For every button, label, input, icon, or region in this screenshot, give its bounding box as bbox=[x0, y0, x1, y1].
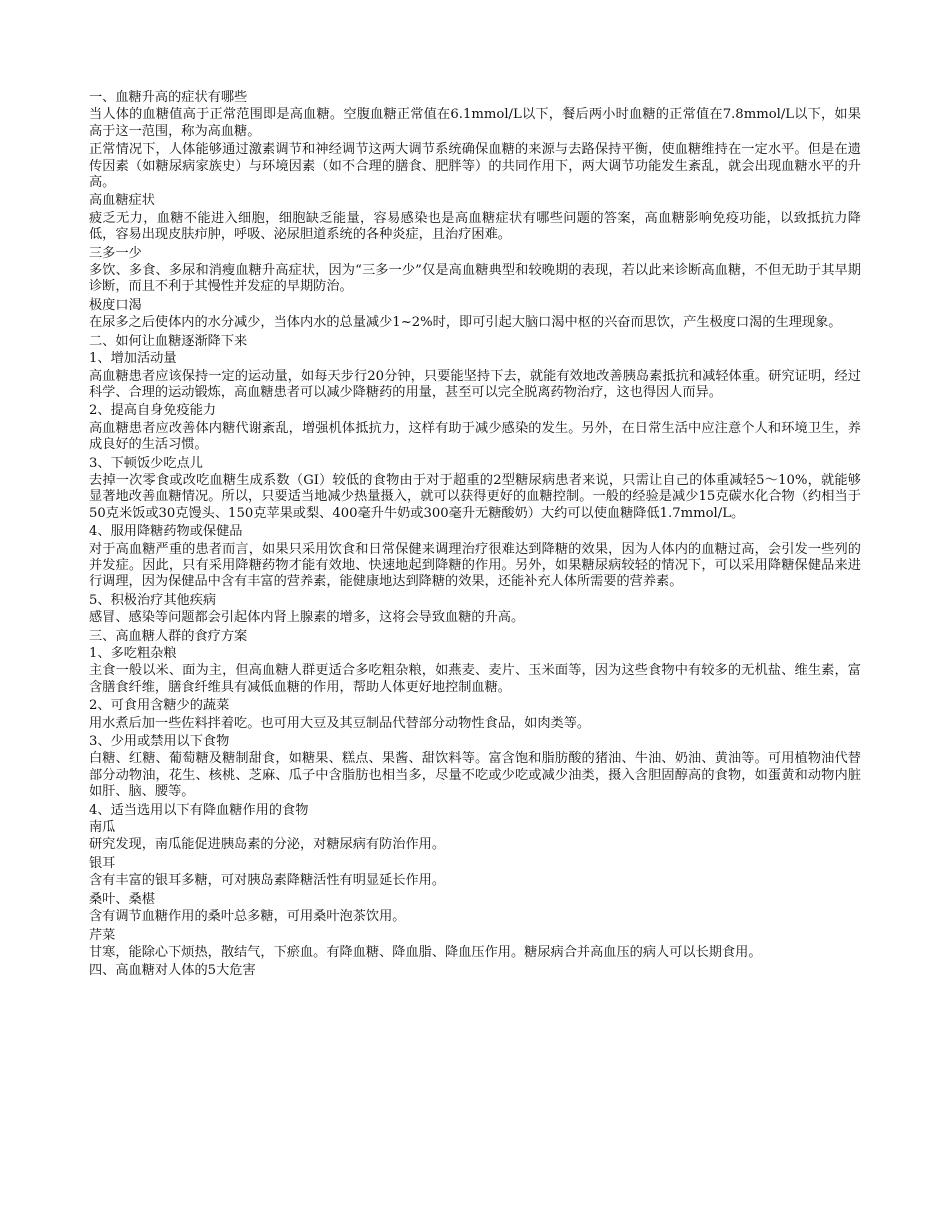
body-paragraph: 高血糖患者应该保持一定的运动量，如每天步行20分钟，只要能坚持下去，就能有效地改善胰岛素抵抗和减轻体重。研究证明，经过科学、合理的运动锻炼，高血糖患者可以减少降糖药的用量，甚至可以完全脱离药物治疗，这也得因人而异。 bbox=[89, 368, 861, 400]
body-paragraph: 研究发现，南瓜能促进胰岛素的分泌，对糖尿病有防治作用。 bbox=[89, 837, 446, 853]
section-heading-4: 四、高血糖对人体的5大危害 bbox=[89, 963, 256, 979]
subheading: 5、积极治疗其他疾病 bbox=[89, 592, 217, 608]
subheading: 2、可食用含糖少的蔬菜 bbox=[89, 698, 230, 714]
subheading: 三多一少 bbox=[89, 245, 142, 261]
body-paragraph: 去掉一次零食或改吃血糖生成系数（GI）较低的食物由于对于超重的2型糖尿病患者来说，只需让自己的体重减轻5～10%，就能够显著地改善血糖情况。所以，只要适当地减少热量摄入，就可以获得更好的血糖控制。一般的经验是减少15克碳水化合物（约相当于50克米饭或30克馒头、150克苹果或梨、400毫升牛奶或300毫升无糖酸奶）大约可以使血糖降低1.7mmol/L。 bbox=[89, 472, 861, 521]
section-heading-3: 三、高血糖人群的食疗方案 bbox=[89, 628, 248, 644]
body-paragraph: 正常情况下，人体能够通过激素调节和神经调节这两大调节系统确保血糖的来源与去路保持平衡，使血糖维持在一定水平。但是在遗传因素（如糖尿病家族史）与环境因素（如不合理的膳食、肥胖等）的共同作用下，两大调节功能发生紊乱，就会出现血糖水平的升高。 bbox=[89, 142, 861, 191]
subheading: 3、少用或禁用以下食物 bbox=[89, 734, 230, 750]
subheading: 3、下顿饭少吃点儿 bbox=[89, 455, 203, 471]
food-name: 芹菜 bbox=[89, 927, 116, 943]
body-paragraph: 白糖、红糖、葡萄糖及糖制甜食，如糖果、糕点、果酱、甜饮料等。富含饱和脂肪酸的猪油、牛油、奶油、黄油等。可用植物油代替部分动物油，花生、核桃、芝麻、瓜子中含脂肪也相当多，尽量不吃或少吃或减少油类，摄入含胆固醇高的食物，如蛋黄和动物内脏如肝、脑、腰等。 bbox=[89, 751, 861, 800]
body-paragraph: 甘寒，能除心下烦热，散结气，下瘀血。有降血糖、降血脂、降血压作用。糖尿病合并高血压的病人可以长期食用。 bbox=[89, 944, 762, 960]
body-paragraph: 在尿多之后使体内的水分减少，当体内水的总量减少1~2%时，即可引起大脑口渴中枢的兴奋而思饮，产生极度口渴的生理现象。 bbox=[89, 315, 842, 331]
body-paragraph: 含有丰富的银耳多糖，可对胰岛素降糖活性有明显延长作用。 bbox=[89, 873, 446, 889]
section-heading-2: 二、如何让血糖逐渐降下来 bbox=[89, 333, 248, 349]
document-body bbox=[89, 90, 861, 981]
body-paragraph: 高血糖患者应改善体内糖代谢紊乱，增强机体抵抗力，这样有助于减少感染的发生。另外，在日常生活中应注意个人和环境卫生，养成良好的生活习惯。 bbox=[89, 420, 861, 453]
food-name: 银耳 bbox=[89, 855, 116, 871]
subheading: 4、适当选用以下有降血糖作用的食物 bbox=[89, 802, 309, 818]
subheading: 1、多吃粗杂粮 bbox=[89, 646, 177, 661]
body-paragraph: 对于高血糖严重的患者而言，如果只采用饮食和日常保健来调理治疗很难达到降糖的效果，因为人体内的血糖过高，会引发一些列的并发症。因此，只有采用降糖药物才能有效地、快速地起到降糖的作用。另外，如果糖尿病较轻的情况下，可以采用降糖保健品来进行调理，因为保健品中含有丰富的营养素，能健康地达到降糖的效果，还能补充人体所需要的营养素。 bbox=[89, 541, 861, 590]
section-heading-1: 一、血糖升高的症状有哪些 bbox=[89, 90, 248, 105]
food-name: 南瓜 bbox=[89, 820, 116, 836]
subheading: 极度口渴 bbox=[89, 297, 142, 313]
body-paragraph: 含有调节血糖作用的桑叶总多糖，可用桑叶泡茶饮用。 bbox=[89, 909, 406, 925]
subheading: 1、增加活动量 bbox=[89, 351, 177, 367]
body-paragraph: 感冒、感染等问题都会引起体内肾上腺素的增多，这将会导致血糖的升高。 bbox=[89, 610, 525, 626]
subheading: 4、服用降糖药物或保健品 bbox=[89, 524, 243, 540]
subheading: 高血糖症状 bbox=[89, 193, 155, 209]
body-paragraph: 疲乏无力，血糖不能进入细胞，细胞缺乏能量，容易感染也是高血糖症状有哪些问题的答案，高血糖影响免疫功能，以致抵抗力降低，容易出现皮肤疖肿，呼吸、泌尿胆道系统的各种炎症，且治疗困难。 bbox=[89, 210, 861, 243]
food-name: 桑叶、桑椹 bbox=[89, 891, 155, 907]
body-paragraph: 多饮、多食、多尿和消瘦血糖升高症状，因为“三多一少”仅是高血糖典型和较晚期的表现，若以此来诊断高血糖，不但无助于其早期诊断，而且不利于其慢性并发症的早期防治。 bbox=[89, 263, 861, 295]
body-paragraph: 主食一般以米、面为主，但高血糖人群更适合多吃粗杂粮，如燕麦、麦片、玉米面等，因为这些食物中有较多的无机盐、维生素，富含膳食纤维，膳食纤维具有减低血糖的作用，帮助人体更好地控制血糖。 bbox=[89, 663, 861, 695]
body-paragraph: 用水煮后加一些佐料拌着吃。也可用大豆及其豆制品代替部分动物性食品，如肉类等。 bbox=[89, 715, 591, 731]
body-paragraph: 当人体的血糖值高于正常范围即是高血糖。空腹血糖正常值在6.1mmol/L以下，餐后两小时血糖的正常值在7.8mmol/L以下，如果高于这一范围，称为高血糖。 bbox=[89, 107, 861, 139]
subheading: 2、提高自身免疫能力 bbox=[89, 403, 217, 419]
